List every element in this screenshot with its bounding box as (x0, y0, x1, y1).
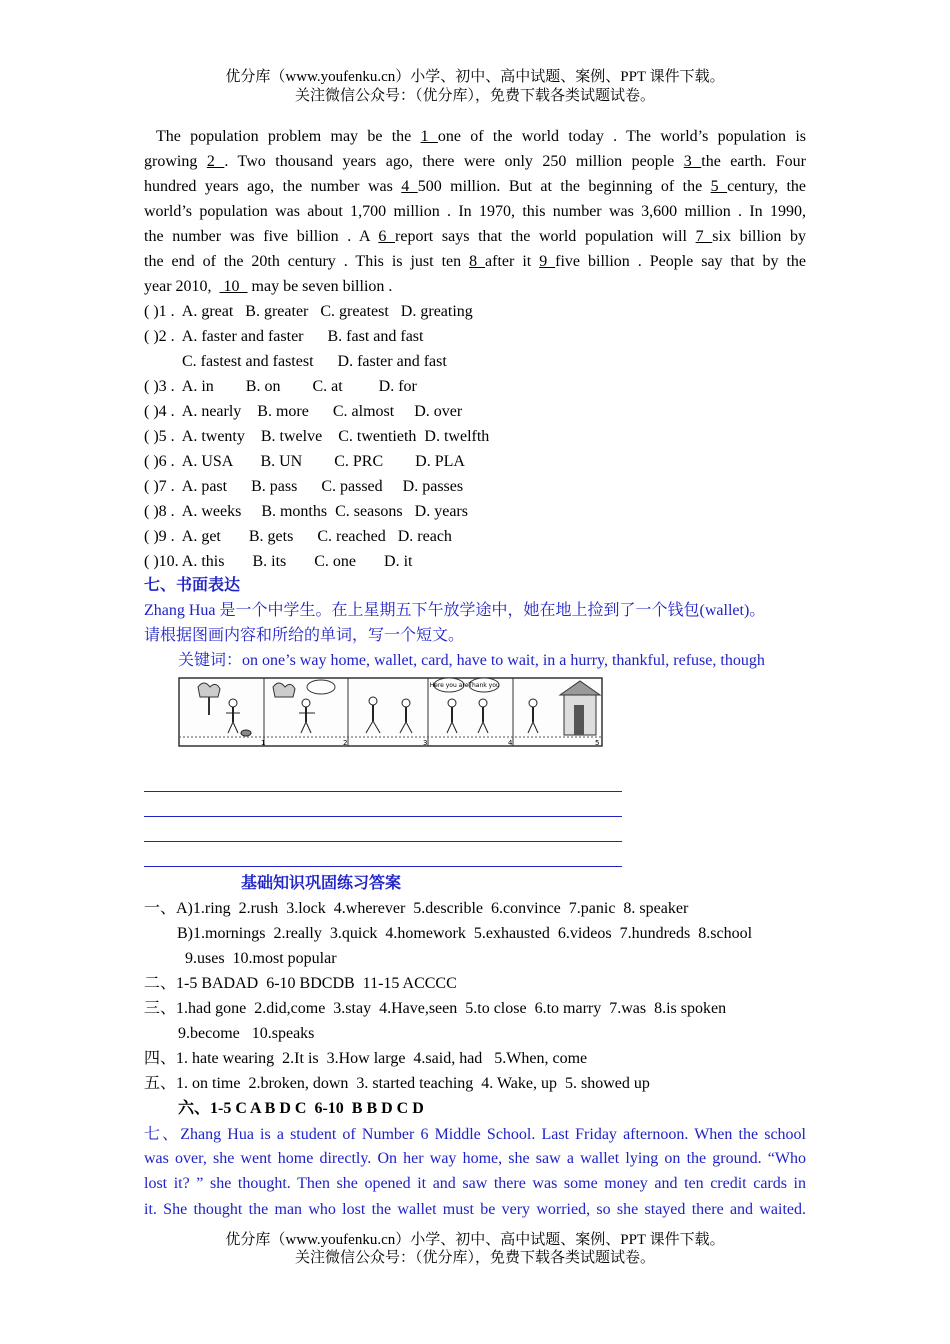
cloze-line-3: hundred years ago, the number was 4 500 million. But at the beginning of the 5 century, the (144, 178, 807, 195)
answer-3b: 9.become 10.speaks (178, 1025, 315, 1042)
question-5: ( )5 . A. twenty B. twelve C. twentieth D. twelfth (144, 428, 490, 445)
answer-7-line-4: it. She thought the man who lost the wallet must be very worried, so she stayed there and waited. (144, 1201, 806, 1218)
footer-line-1: 优分库（www.youfenku.cn）小学、初中、高中试题、案例、PPT 课件下载。 (225, 1232, 725, 1248)
panel-number-1: 1 (261, 739, 266, 747)
question-2-cont: C. fastest and fastest D. faster and fast (166, 353, 447, 370)
writing-line-1[interactable] (144, 791, 622, 792)
answer-1a: 一、A)1.ring 2.rush 3.lock 4.wherever 5.describle 6.convince 7.panic 8. speaker (144, 900, 689, 917)
question-9: ( )9 . A. get B. gets C. reached D. reach (144, 528, 452, 545)
writing-prompt-2: 请根据图画内容和所给的单词，写一个短文。 (144, 627, 465, 644)
answer-1b: B)1.mornings 2.really 3.quick 4.homework 5.exhausted 6.videos 7.hundreds 8.school (177, 925, 753, 942)
question-1: ( )1 . A. great B. greater C. greatest D. greating (144, 303, 473, 320)
header-line-2: 关注微信公众号：（优分库），免费下载各类试题试卷。 (294, 88, 655, 104)
cloze-line-5: the number was five billion . A 6 report says that the world population will 7 six billion by (144, 228, 807, 245)
answer-2: 二、1-5 BADAD 6-10 BDCDB 11-15 ACCCC (144, 975, 457, 992)
answers-title: 基础知识巩固练习答案 (241, 875, 402, 892)
cloze-line-1: The population problem may be the 1 one of the world today . The world’s population is (156, 128, 807, 145)
answer-3: 三、1.had gone 2.did,come 3.stay 4.Have,seen 5.to close 6.to marry 7.was 8.is spoken (144, 1000, 727, 1017)
panel-number-5: 5 (595, 739, 600, 747)
answer-5: 五、1. on time 2.broken, down 3. started teaching 4. Wake, up 5. showed up (144, 1075, 650, 1092)
question-3: ( )3 . A. in B. on C. at D. for (144, 378, 417, 395)
writing-heading: 七、书面表达 (144, 577, 241, 594)
cloze-line-4: world’s population was about 1,700 million . In 1970, this number was 3,600 million . In 1990, (144, 203, 806, 220)
comic-strip-illustration (178, 675, 603, 749)
writing-keywords: 关键词：on one’s way home, wallet, card, have to wait, in a hurry, thankful, refuse, though (178, 652, 765, 669)
cloze-line-7: year 2010, 10 may be seven billion . (144, 278, 393, 295)
answer-7-line-3: lost it? ” she thought. Then she opened it and saw there was some money and ten credit cards in (144, 1175, 806, 1192)
question-4: ( )4 . A. nearly B. more C. almost D. over (144, 403, 463, 420)
answer-7-line-2: was over, she went home directly. On her way home, she saw a wallet lying on the ground. “Who (144, 1150, 806, 1167)
answer-4: 四、1. hate wearing 2.It is 3.How large 4.said, had 5.When, come (144, 1050, 588, 1067)
question-8: ( )8 . A. weeks B. months C. seasons D. years (144, 503, 468, 520)
comic-bubble-1: Here you are (429, 682, 469, 689)
panel-number-4: 4 (508, 739, 513, 747)
question-6: ( )6 . A. USA B. UN C. PRC D. PLA (144, 453, 465, 470)
header-line-1: 优分库（www.youfenku.cn）小学、初中、高中试题、案例、PPT 课件下载。 (225, 69, 725, 85)
question-10: ( )10. A. this B. its C. one D. it (144, 553, 413, 570)
panel-number-2: 2 (343, 739, 348, 747)
cloze-line-2: growing 2 . Two thousand years ago, there were only 250 million people 3 the earth. Four (144, 153, 807, 170)
panel-number-3: 3 (423, 739, 428, 747)
answer-6: 六、1-5 C A B D C 6-10 B B D C D (178, 1100, 424, 1117)
answer-7-line-1: 七、Zhang Hua is a student of Number 6 Middle School. Last Friday afternoon. When the school (144, 1126, 806, 1143)
writing-prompt-1: Zhang Hua 是一个中学生。在上星期五下午放学途中，她在地上捡到了一个钱包(wallet)。 (144, 602, 766, 619)
writing-line-4[interactable] (144, 866, 622, 867)
comic-bubble-2: Thank you (468, 682, 500, 689)
cloze-line-6: the end of the 20th century . This is just ten 8 after it 9 five billion . People say that by the (144, 253, 806, 270)
footer-line-2: 关注微信公众号：（优分库），免费下载各类试题试卷。 (294, 1250, 655, 1266)
writing-line-2[interactable] (144, 816, 622, 817)
writing-line-3[interactable] (144, 841, 622, 842)
question-2: ( )2 . A. faster and faster B. fast and fast (144, 328, 424, 345)
answer-1c: 9.uses 10.most popular (185, 950, 337, 967)
question-7: ( )7 . A. past B. pass C. passed D. passes (144, 478, 464, 495)
